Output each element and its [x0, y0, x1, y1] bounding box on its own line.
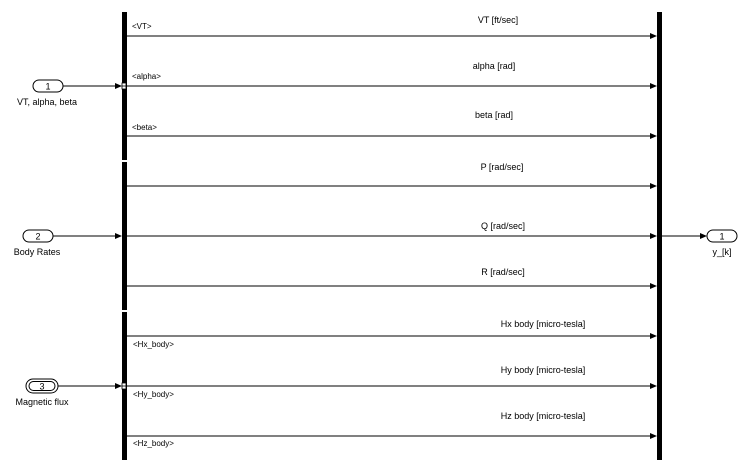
selector-label-beta: <beta>: [132, 123, 157, 132]
signal-wire-vt[interactable]: [127, 33, 657, 39]
inport-wire-3: [58, 383, 122, 389]
selector-label-hx: <Hx_body>: [133, 340, 174, 349]
signal-label-hz: Hz body [micro-tesla]: [500, 411, 586, 421]
bus-marker-1: [122, 83, 126, 89]
inport-3-number: 3: [39, 381, 45, 392]
signal-wire-beta[interactable]: [127, 133, 657, 139]
signal-wire-q[interactable]: [127, 233, 657, 239]
signal-label-r: R [rad/sec]: [481, 267, 525, 277]
inport-wire-1: [63, 83, 122, 89]
bus-selector-2[interactable]: [122, 162, 127, 310]
signal-wire-hx[interactable]: [127, 333, 657, 339]
bus-creator[interactable]: [657, 12, 662, 460]
signal-wire-alpha[interactable]: [127, 83, 657, 89]
inport-1-number: 1: [45, 81, 51, 92]
signal-label-beta: beta [rad]: [474, 110, 514, 120]
signal-label-alpha: alpha [rad]: [472, 61, 516, 71]
selector-label-hy: <Hy_body>: [133, 390, 174, 399]
signal-label-q: Q [rad/sec]: [480, 221, 526, 231]
inport-2-label: Body Rates: [13, 247, 61, 257]
inport-2-number: 2: [35, 231, 41, 242]
inport-1-label: VT, alpha, beta: [16, 97, 78, 107]
inport-wire-2: [53, 233, 122, 239]
selector-label-hz: <Hz_body>: [133, 439, 174, 448]
outport-1[interactable]: [707, 230, 737, 242]
signal-wire-hy[interactable]: [127, 383, 657, 389]
inport-3[interactable]: [26, 379, 58, 393]
selector-label-alpha: <alpha>: [132, 72, 161, 81]
bus-marker-3: [122, 383, 126, 389]
inport-1[interactable]: [33, 80, 63, 92]
outport-1-number: 1: [719, 231, 725, 242]
signal-label-vt: VT [ft/sec]: [477, 15, 519, 25]
signal-label-p: P [rad/sec]: [480, 162, 524, 172]
signal-wire-hz[interactable]: [127, 433, 657, 439]
outport-wire: [662, 233, 707, 239]
inport-3-label: Magnetic flux: [15, 397, 69, 407]
inport-2[interactable]: [23, 230, 53, 242]
signal-wire-r[interactable]: [127, 283, 657, 289]
signal-label-hx: Hx body [micro-tesla]: [500, 319, 586, 329]
signal-wire-p[interactable]: [127, 183, 657, 189]
outport-1-label: y_[k]: [712, 247, 732, 257]
selector-label-vt: <VT>: [132, 22, 152, 31]
signal-label-hy: Hy body [micro-tesla]: [500, 365, 586, 375]
